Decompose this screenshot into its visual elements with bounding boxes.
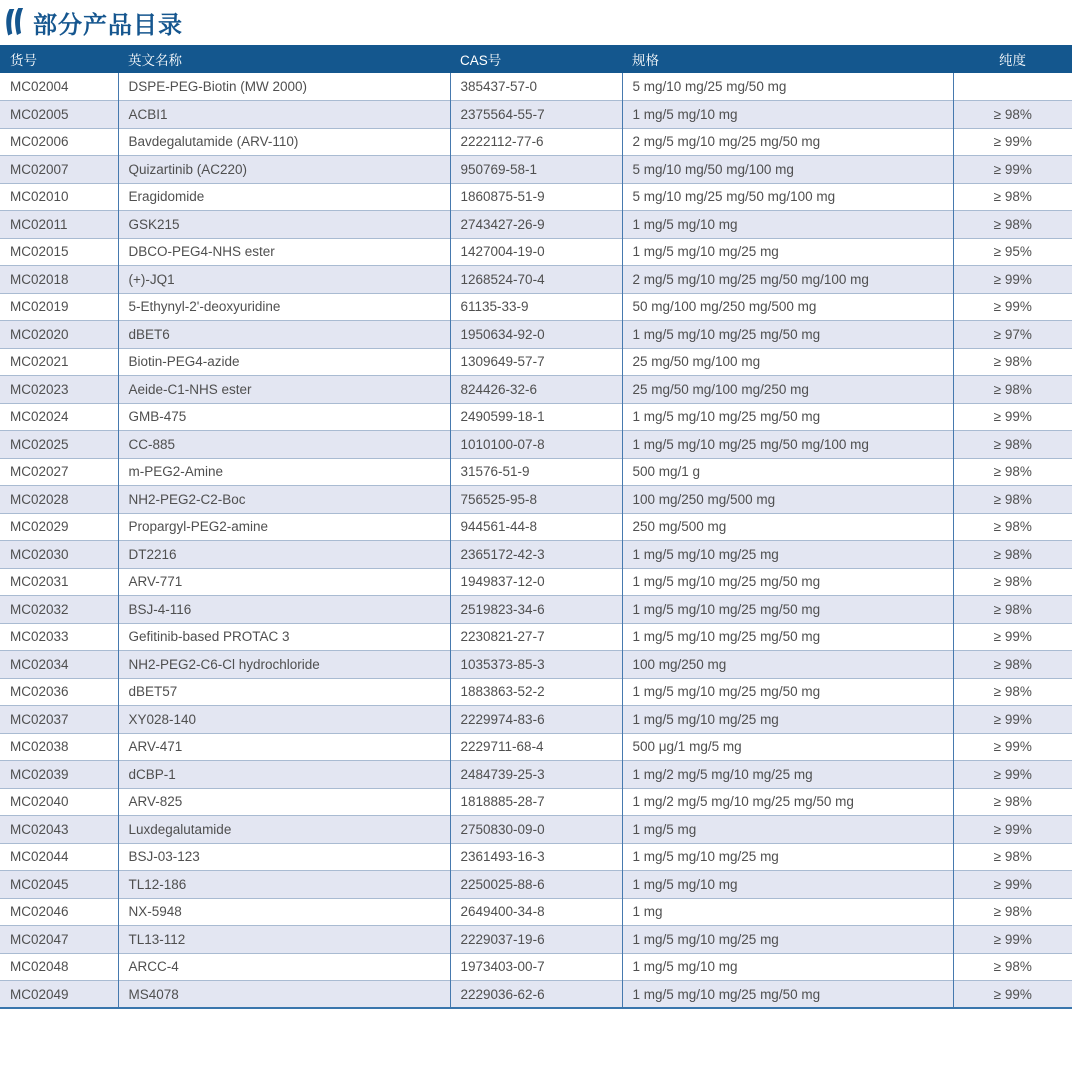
cell-purity: ≥ 98% <box>953 101 1072 129</box>
table-row <box>0 238 1072 266</box>
cell-purity: ≥ 95% <box>953 238 1072 266</box>
cell-cas: 1950634-92-0 <box>450 321 622 349</box>
cell-spec: 1 mg/2 mg/5 mg/10 mg/25 mg/50 mg <box>622 788 953 816</box>
table-header-row <box>0 45 1072 73</box>
table-row <box>0 128 1072 156</box>
cell-spec: 500 μg/1 mg/5 mg <box>622 733 953 761</box>
product-table <box>0 45 1072 1009</box>
cell-cas: 1309649-57-7 <box>450 348 622 376</box>
cell-name: Gefitinib-based PROTAC 3 <box>118 623 450 651</box>
cell-name: MS4078 <box>118 981 450 1009</box>
cell-cas: 1883863-52-2 <box>450 678 622 706</box>
cell-cas: 1860875-51-9 <box>450 183 622 211</box>
cell-cas: 2375564-55-7 <box>450 101 622 129</box>
cell-spec: 1 mg/5 mg/10 mg/25 mg/50 mg <box>622 321 953 349</box>
cell-item-no: MC02031 <box>0 568 118 596</box>
cell-purity: ≥ 98% <box>953 541 1072 569</box>
cell-item-no: MC02047 <box>0 926 118 954</box>
cell-name: BSJ-4-116 <box>118 596 450 624</box>
cell-cas: 2229711-68-4 <box>450 733 622 761</box>
cell-name: XY028-140 <box>118 706 450 734</box>
cell-purity: ≥ 99% <box>953 981 1072 1009</box>
cell-name: ARCC-4 <box>118 953 450 981</box>
cell-spec: 1 mg/5 mg/10 mg/25 mg/50 mg <box>622 678 953 706</box>
cell-cas: 824426-32-6 <box>450 376 622 404</box>
cell-item-no: MC02011 <box>0 211 118 239</box>
table-row <box>0 101 1072 129</box>
cell-spec: 2 mg/5 mg/10 mg/25 mg/50 mg/100 mg <box>622 266 953 294</box>
cell-cas: 1427004-19-0 <box>450 238 622 266</box>
cell-name: (+)-JQ1 <box>118 266 450 294</box>
cell-purity: ≥ 99% <box>953 733 1072 761</box>
cell-name: Luxdegalutamide <box>118 816 450 844</box>
table-row <box>0 321 1072 349</box>
table-row <box>0 293 1072 321</box>
cell-item-no: MC02020 <box>0 321 118 349</box>
cell-spec: 25 mg/50 mg/100 mg/250 mg <box>622 376 953 404</box>
table-row <box>0 458 1072 486</box>
cell-name: Bavdegalutamide (ARV-110) <box>118 128 450 156</box>
cell-item-no: MC02010 <box>0 183 118 211</box>
cell-cas: 2365172-42-3 <box>450 541 622 569</box>
table-row <box>0 73 1072 101</box>
cell-purity: ≥ 98% <box>953 898 1072 926</box>
cell-spec: 1 mg/5 mg/10 mg/25 mg <box>622 926 953 954</box>
cell-cas: 2750830-09-0 <box>450 816 622 844</box>
page-title: 部分产品目录 <box>33 11 183 39</box>
cell-item-no: MC02015 <box>0 238 118 266</box>
table-row <box>0 431 1072 459</box>
cell-purity: ≥ 99% <box>953 128 1072 156</box>
cell-spec: 1 mg/5 mg/10 mg/25 mg/50 mg <box>622 403 953 431</box>
cell-cas: 2230821-27-7 <box>450 623 622 651</box>
table-row <box>0 898 1072 926</box>
cell-name: ACBI1 <box>118 101 450 129</box>
cell-cas: 61135-33-9 <box>450 293 622 321</box>
cell-item-no: MC02023 <box>0 376 118 404</box>
cell-cas: 2222112-77-6 <box>450 128 622 156</box>
cell-cas: 2229036-62-6 <box>450 981 622 1009</box>
cell-spec: 5 mg/10 mg/50 mg/100 mg <box>622 156 953 184</box>
cell-item-no: MC02007 <box>0 156 118 184</box>
cell-name: ARV-771 <box>118 568 450 596</box>
cell-item-no: MC02039 <box>0 761 118 789</box>
cell-purity: ≥ 98% <box>953 458 1072 486</box>
cell-cas: 2490599-18-1 <box>450 403 622 431</box>
cell-name: BSJ-03-123 <box>118 843 450 871</box>
cell-spec: 250 mg/500 mg <box>622 513 953 541</box>
cell-purity <box>953 73 1072 101</box>
cell-cas: 2361493-16-3 <box>450 843 622 871</box>
table-body <box>0 73 1072 1008</box>
cell-item-no: MC02019 <box>0 293 118 321</box>
cell-name: Biotin-PEG4-azide <box>118 348 450 376</box>
cell-purity: ≥ 98% <box>953 376 1072 404</box>
cell-cas: 1035373-85-3 <box>450 651 622 679</box>
cell-cas: 2229974-83-6 <box>450 706 622 734</box>
cell-item-no: MC02005 <box>0 101 118 129</box>
cell-purity: ≥ 99% <box>953 266 1072 294</box>
cell-spec: 1 mg/5 mg/10 mg/25 mg <box>622 541 953 569</box>
cell-spec: 1 mg/5 mg/10 mg <box>622 953 953 981</box>
table-row <box>0 953 1072 981</box>
cell-item-no: MC02038 <box>0 733 118 761</box>
cell-spec: 1 mg/5 mg/10 mg/25 mg/50 mg <box>622 596 953 624</box>
col-header-purity: 纯度 <box>953 45 1072 73</box>
table-row <box>0 871 1072 899</box>
cell-purity: ≥ 99% <box>953 761 1072 789</box>
table-row <box>0 651 1072 679</box>
cell-purity: ≥ 98% <box>953 513 1072 541</box>
cell-item-no: MC02006 <box>0 128 118 156</box>
cell-name: dBET57 <box>118 678 450 706</box>
table-row <box>0 733 1072 761</box>
cell-name: CC-885 <box>118 431 450 459</box>
table-row <box>0 376 1072 404</box>
cell-item-no: MC02044 <box>0 843 118 871</box>
cell-item-no: MC02045 <box>0 871 118 899</box>
cell-spec: 5 mg/10 mg/25 mg/50 mg/100 mg <box>622 183 953 211</box>
cell-item-no: MC02033 <box>0 623 118 651</box>
cell-cas: 950769-58-1 <box>450 156 622 184</box>
cell-cas: 2649400-34-8 <box>450 898 622 926</box>
page-header <box>0 0 1072 45</box>
cell-name: NH2-PEG2-C6-Cl hydrochloride <box>118 651 450 679</box>
cell-cas: 1949837-12-0 <box>450 568 622 596</box>
cell-item-no: MC02021 <box>0 348 118 376</box>
cell-purity: ≥ 98% <box>953 596 1072 624</box>
cell-purity: ≥ 99% <box>953 926 1072 954</box>
cell-purity: ≥ 98% <box>953 211 1072 239</box>
cell-item-no: MC02028 <box>0 486 118 514</box>
cell-name: DSPE-PEG-Biotin (MW 2000) <box>118 73 450 101</box>
table-row <box>0 211 1072 239</box>
cell-spec: 100 mg/250 mg/500 mg <box>622 486 953 514</box>
table-row <box>0 596 1072 624</box>
cell-name: NH2-PEG2-C2-Boc <box>118 486 450 514</box>
cell-item-no: MC02030 <box>0 541 118 569</box>
cell-cas: 1818885-28-7 <box>450 788 622 816</box>
cell-cas: 385437-57-0 <box>450 73 622 101</box>
cell-spec: 1 mg/5 mg/10 mg/25 mg/50 mg/100 mg <box>622 431 953 459</box>
cell-name: dBET6 <box>118 321 450 349</box>
cell-spec: 1 mg/5 mg/10 mg <box>622 211 953 239</box>
cell-purity: ≥ 98% <box>953 431 1072 459</box>
cell-purity: ≥ 98% <box>953 183 1072 211</box>
table-row <box>0 156 1072 184</box>
cell-purity: ≥ 98% <box>953 788 1072 816</box>
table-row <box>0 541 1072 569</box>
cell-name: GMB-475 <box>118 403 450 431</box>
cell-cas: 756525-95-8 <box>450 486 622 514</box>
cell-spec: 100 mg/250 mg <box>622 651 953 679</box>
cell-name: Aeide-C1-NHS ester <box>118 376 450 404</box>
cell-cas: 2743427-26-9 <box>450 211 622 239</box>
cell-item-no: MC02027 <box>0 458 118 486</box>
cell-purity: ≥ 98% <box>953 678 1072 706</box>
table-row <box>0 348 1072 376</box>
cell-purity: ≥ 99% <box>953 403 1072 431</box>
table-row <box>0 706 1072 734</box>
cell-item-no: MC02032 <box>0 596 118 624</box>
cell-name: Propargyl-PEG2-amine <box>118 513 450 541</box>
cell-item-no: MC02037 <box>0 706 118 734</box>
cell-item-no: MC02040 <box>0 788 118 816</box>
cell-purity: ≥ 99% <box>953 156 1072 184</box>
cell-name: TL12-186 <box>118 871 450 899</box>
table-row <box>0 183 1072 211</box>
table-row <box>0 568 1072 596</box>
col-header-item-no: 货号 <box>0 45 118 73</box>
cell-name: TL13-112 <box>118 926 450 954</box>
cell-spec: 500 mg/1 g <box>622 458 953 486</box>
cell-purity: ≥ 99% <box>953 706 1072 734</box>
cell-spec: 2 mg/5 mg/10 mg/25 mg/50 mg <box>622 128 953 156</box>
cell-item-no: MC02034 <box>0 651 118 679</box>
cell-spec: 1 mg/5 mg/10 mg/25 mg <box>622 706 953 734</box>
cell-purity: ≥ 98% <box>953 651 1072 679</box>
table-row <box>0 761 1072 789</box>
cell-name: DBCO-PEG4-NHS ester <box>118 238 450 266</box>
table-row <box>0 266 1072 294</box>
cell-item-no: MC02025 <box>0 431 118 459</box>
cell-purity: ≥ 99% <box>953 871 1072 899</box>
cell-item-no: MC02049 <box>0 981 118 1009</box>
cell-item-no: MC02036 <box>0 678 118 706</box>
cell-name: 5-Ethynyl-2'-deoxyuridine <box>118 293 450 321</box>
cell-item-no: MC02004 <box>10 79 69 94</box>
table-row <box>0 678 1072 706</box>
cell-cas: 2484739-25-3 <box>450 761 622 789</box>
table-row <box>0 403 1072 431</box>
table-row <box>0 926 1072 954</box>
cell-name: Quizartinib (AC220) <box>118 156 450 184</box>
table-row <box>0 513 1072 541</box>
cell-spec: 1 mg/5 mg/10 mg <box>622 871 953 899</box>
cell-spec: 1 mg/5 mg/10 mg/25 mg/50 mg <box>622 981 953 1009</box>
cell-item-no: MC02048 <box>0 953 118 981</box>
cell-spec: 1 mg/2 mg/5 mg/10 mg/25 mg <box>622 761 953 789</box>
cell-name: ARV-471 <box>118 733 450 761</box>
table-row <box>0 486 1072 514</box>
cell-cas: 1268524-70-4 <box>450 266 622 294</box>
table-row <box>0 816 1072 844</box>
table-row <box>0 788 1072 816</box>
cell-name: NX-5948 <box>118 898 450 926</box>
cell-name: m-PEG2-Amine <box>118 458 450 486</box>
table-row <box>0 843 1072 871</box>
cell-cas: 944561-44-8 <box>450 513 622 541</box>
col-header-name: 英文名称 <box>118 45 450 73</box>
cell-spec: 1 mg/5 mg <box>622 816 953 844</box>
cell-cas: 2229037-19-6 <box>450 926 622 954</box>
cell-spec: 1 mg/5 mg/10 mg/25 mg <box>622 843 953 871</box>
cell-name: ARV-825 <box>118 788 450 816</box>
cell-name: dCBP-1 <box>118 761 450 789</box>
cell-purity: ≥ 97% <box>953 321 1072 349</box>
cell-name: GSK215 <box>118 211 450 239</box>
cell-purity: ≥ 98% <box>953 953 1072 981</box>
cell-purity: ≥ 98% <box>953 568 1072 596</box>
cell-spec: 5 mg/10 mg/25 mg/50 mg <box>622 73 953 101</box>
cell-purity: ≥ 99% <box>953 623 1072 651</box>
table-row <box>0 623 1072 651</box>
cell-cas: 1973403-00-7 <box>450 953 622 981</box>
cell-purity: ≥ 98% <box>953 486 1072 514</box>
col-header-cas: CAS号 <box>450 45 622 73</box>
cell-spec: 1 mg/5 mg/10 mg/25 mg <box>622 238 953 266</box>
title-bullet-icon <box>2 7 24 37</box>
cell-spec: 25 mg/50 mg/100 mg <box>622 348 953 376</box>
cell-purity: ≥ 98% <box>953 348 1072 376</box>
cell-cas: 31576-51-9 <box>450 458 622 486</box>
cell-name: DT2216 <box>118 541 450 569</box>
cell-item-no: MC02029 <box>0 513 118 541</box>
cell-item-no: MC02018 <box>0 266 118 294</box>
cell-cas: 2250025-88-6 <box>450 871 622 899</box>
cell-name: Eragidomide <box>118 183 450 211</box>
cell-item-no: MC02046 <box>0 898 118 926</box>
cell-purity: ≥ 99% <box>953 293 1072 321</box>
cell-cas: 1010100-07-8 <box>450 431 622 459</box>
cell-purity: ≥ 99% <box>953 816 1072 844</box>
cell-item-no: MC02043 <box>0 816 118 844</box>
cell-spec: 50 mg/100 mg/250 mg/500 mg <box>622 293 953 321</box>
cell-spec: 1 mg/5 mg/10 mg <box>622 101 953 129</box>
cell-item-no: MC02024 <box>0 403 118 431</box>
cell-spec: 1 mg <box>622 898 953 926</box>
cell-spec: 1 mg/5 mg/10 mg/25 mg/50 mg <box>622 568 953 596</box>
cell-spec: 1 mg/5 mg/10 mg/25 mg/50 mg <box>622 623 953 651</box>
cell-cas: 2519823-34-6 <box>450 596 622 624</box>
col-header-spec: 规格 <box>622 45 953 73</box>
table-row <box>0 981 1072 1009</box>
cell-purity: ≥ 98% <box>953 843 1072 871</box>
